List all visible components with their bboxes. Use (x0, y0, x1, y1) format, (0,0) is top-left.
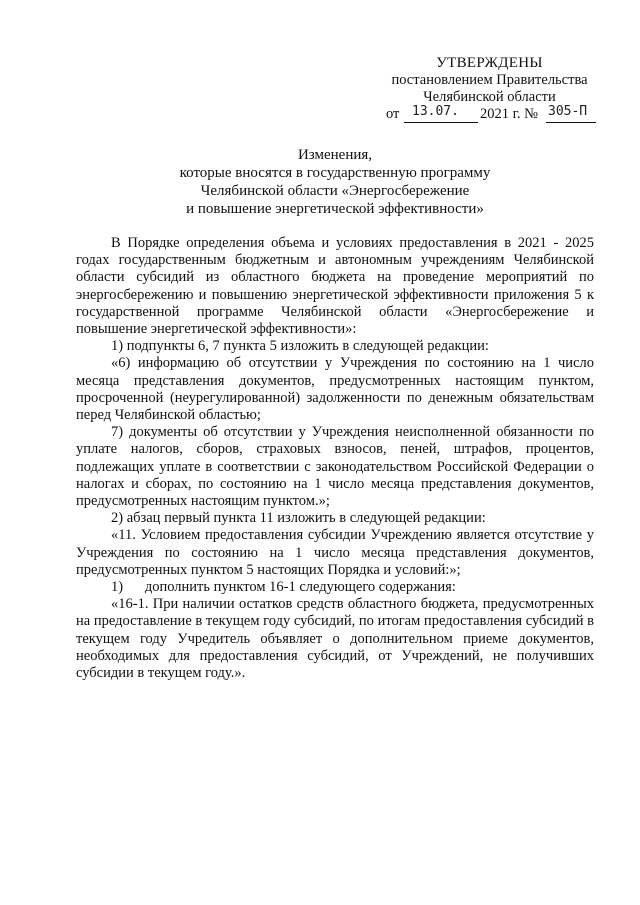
paragraph-item-3: 1) дополнить пунктом 16-1 следующего содержания: (111, 579, 456, 596)
approval-heading: УТВЕРЖДЕНЫ (436, 55, 543, 71)
paragraph-item-2: 2) абзац первый пункта 11 изложить в следующей редакции: (111, 510, 486, 527)
approval-block (382, 55, 597, 126)
date-value: 13.07. (412, 104, 459, 119)
approval-line-1: постановлением Правительства (391, 72, 588, 88)
date-prefix: от (386, 106, 400, 122)
date-year: 2021 г. № (480, 106, 539, 122)
paragraph-subitem-6: «6) информацию об отсутствии у Учреждения по состоянию на 1 число месяца представления документов, предусмотренных настоящим пунктом, просроченной (неурегулированной) задолженности по денежным обязательствам перед Челябинской областью; (76, 355, 594, 424)
document-body (76, 235, 594, 682)
title-line-1: Изменения, (297, 147, 373, 163)
date-underline (404, 122, 478, 123)
paragraph-point-11: «11. Условием предоставления субсидии Учреждению является отсутствие у Учреждения по состоянию на 1 число месяца представления документов, предусмотренных пунктом 5 настоящих Порядка и условий:»; (76, 527, 594, 578)
number-value: 305-П (548, 104, 588, 119)
approval-line-2: Челябинской области (423, 89, 556, 105)
title-line-3: Челябинской области «Энергосбережение (200, 183, 470, 199)
title-line-2: которые вносятся в государственную программу (179, 165, 491, 181)
paragraph-subitem-7: 7) документы об отсутствии у Учреждения неисполненной обязанности по уплате налогов, сборов, страховых взносов, пеней, штрафов, процентов, подлежащих уплате в соответствии с законодательством Российской Федерации о налогах и сборах, по состоянию на 1 число месяца представления документов, предусмотренных настоящим пунктом.»; (76, 424, 594, 510)
paragraph-item-1: 1) подпункты 6, 7 пункта 5 изложить в следующей редакции: (111, 338, 489, 355)
document-title (100, 146, 570, 218)
number-underline (546, 122, 596, 123)
approval-date-line (382, 106, 597, 126)
paragraph-point-16-1: «16-1. При наличии остатков средств областного бюджета, предусмотренных на предоставление в текущем году субсидий, по итогам предоставления субсидий в текущем году Учредитель объявляет о дополнительном приеме документов, необходимых для предоставления субсидий, от Учреждений, не получивших субсидии в текущем году.». (76, 596, 594, 682)
title-line-4: и повышение энергетической эффективности» (186, 201, 484, 217)
paragraph-intro: В Порядке определения объема и условиях предоставления в 2021 - 2025 годах государственным бюджетным и автономным учреждениям Челябинской области субсидий из областного бюджета на проведение мероприятий по энергосбережению и повышению энергетической эффективности приложения 5 к государственной программе Челябинской области «Энергосбережение и повышение энергетической эффективности»: (76, 235, 594, 338)
